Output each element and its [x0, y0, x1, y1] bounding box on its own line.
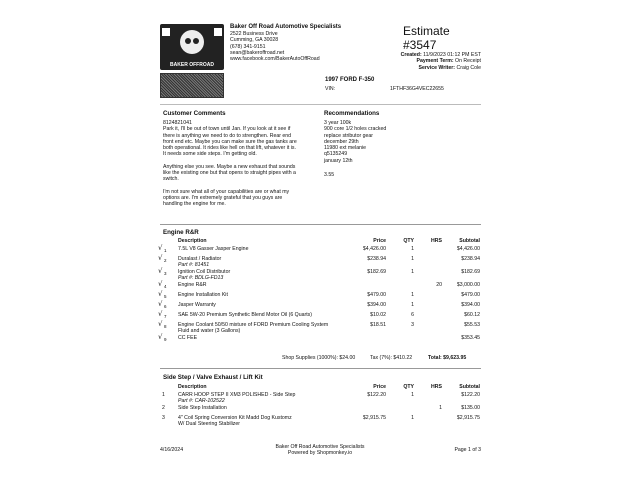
item-number: 7 — [164, 314, 167, 319]
shop-name: Baker Off Road Automotive Specialists — [230, 24, 342, 30]
shop-social: www.facebook.com/BakerAutoOffRoad — [230, 56, 320, 63]
col-subtotal: Subtotal — [459, 384, 480, 390]
engine-total: Total: $9,623.95 — [428, 355, 467, 361]
line-item-row — [160, 282, 480, 290]
skull-icon — [180, 30, 204, 54]
recommendation-extra: 3.55 — [324, 172, 335, 179]
item-number: 3 — [162, 415, 165, 421]
sidestep-section-heading: Side Step / Valve Exhaust / Lift Kit — [163, 374, 263, 381]
comment-line: switch. — [163, 176, 179, 183]
item-number: 8 — [164, 324, 167, 329]
item-subtotal: $394.00 — [461, 302, 480, 308]
created-value: 11/9/2023 01:12 PM EST — [423, 52, 481, 58]
item-description: SAE 5W-20 Premium Synthetic Blend Motor Oil (6 Quarts) — [178, 312, 312, 318]
handwritten-check-mark: √ — [158, 267, 163, 275]
payment-term-label: Payment Term: — [416, 58, 454, 65]
vehicle-photo — [160, 73, 224, 98]
customer-comments-heading: Customer Comments — [163, 110, 226, 117]
comment-line: Anything else you see. Maybe a new exhaust that sounds — [163, 163, 296, 170]
recommendation-line: 3 year 100k — [324, 120, 352, 126]
item-subtotal: $2,915.75 — [456, 415, 480, 421]
item-subtotal: $55.53 — [464, 322, 480, 328]
customer-id: 8124821041 — [163, 120, 192, 126]
item-subtotal: $3,000.00 — [456, 282, 480, 288]
divider — [160, 224, 481, 225]
footer-page: Page 1 of 3 — [454, 447, 481, 453]
item-subtotal: $182.69 — [461, 269, 480, 275]
comment-line: options are. I'm extremely grateful that you guys are — [163, 194, 283, 201]
estimate-header — [380, 24, 481, 71]
recommendation-line: december 29th — [324, 138, 359, 145]
item-description: CC FEE — [178, 335, 198, 341]
recommendation-line: january 12th — [324, 157, 353, 164]
footer-powered-by: Powered by Shopmonkey.io — [287, 450, 353, 457]
payment-term-value: On Receipt — [455, 58, 481, 65]
item-number: 4 — [164, 284, 167, 289]
shop-address-2: Cumming, GA 30028 — [230, 37, 279, 44]
line-item-row — [160, 302, 480, 310]
item-description: 7.5L V8 Gasser Jasper Engine — [178, 246, 249, 252]
line-item-row — [160, 322, 480, 333]
item-qty: 6 — [411, 312, 414, 318]
item-price: $122.20 — [367, 392, 386, 398]
handwritten-check-mark: √ — [158, 320, 163, 328]
item-description: 4" Coil Spring Conversion Kit Madd Dog Kustomz — [178, 415, 292, 421]
comment-line: like the existing one but that opens to straight pipes with a — [163, 170, 296, 177]
item-subtotal: $353.45 — [461, 335, 480, 341]
line-item-row — [160, 415, 480, 426]
line-item-row — [160, 269, 480, 280]
col-price: Price — [373, 238, 386, 244]
item-number: 9 — [164, 337, 167, 342]
item-qty: 1 — [411, 392, 414, 398]
item-description: Engine Installation Kit — [178, 292, 228, 298]
comment-line: I'm not sure what all of your capabilities are or what my — [163, 188, 290, 195]
item-number: 5 — [164, 294, 167, 299]
vin-value: 1FTHF36G4VEC22655 — [390, 86, 444, 92]
estimate-title: Estimate #3547 — [403, 24, 450, 52]
recommendation-line: 900 core 1/2 holes cracked — [324, 126, 387, 133]
service-writer-label: Service Writer: — [418, 64, 456, 71]
checkered-flag-icon — [214, 28, 222, 36]
line-item-row — [160, 392, 480, 403]
logo-text: BAKER OFFROAD — [170, 62, 214, 68]
col-description: Description — [178, 384, 207, 390]
item-sub-description: Part #: BDLG-FD13 — [178, 275, 224, 281]
item-description: Engine Coolant 50/50 mixture of FORD Premium Cooling System — [178, 322, 329, 328]
handwritten-check-mark: √ — [158, 280, 163, 288]
handwritten-check-mark: √ — [158, 300, 163, 308]
item-subtotal: $4,426.00 — [456, 246, 480, 252]
item-qty: 1 — [411, 302, 414, 308]
shop-address-1: 2522 Business Drive — [230, 31, 278, 37]
item-number: 1 — [164, 248, 167, 253]
item-hrs: 20 — [436, 282, 442, 288]
col-subtotal: Subtotal — [459, 238, 480, 244]
col-qty: QTY — [403, 384, 414, 390]
col-price: Price — [373, 384, 386, 390]
divider — [160, 368, 481, 369]
divider — [160, 104, 481, 105]
comment-line: both operational. It rides like hell on that lift, whatever it is. — [163, 145, 296, 152]
item-sub-description: Fluid and water (3 Gallons) — [178, 328, 241, 334]
item-price: $10.02 — [370, 312, 386, 318]
shop-logo — [160, 24, 224, 70]
line-item-row — [160, 405, 480, 413]
item-number: 1 — [162, 392, 165, 398]
col-hrs: HRS — [431, 384, 442, 390]
shop-info — [230, 24, 380, 62]
comment-line: handling the engine for me. — [163, 201, 226, 208]
checkered-flag-icon — [162, 28, 170, 36]
footer-center — [250, 444, 390, 457]
comment-line: front end etc. Maybe you can make sure the gas tanks are — [163, 138, 297, 145]
item-price: $4,426.00 — [362, 246, 386, 252]
item-description: Jasper Warranty — [178, 302, 216, 308]
line-item-row — [160, 335, 480, 343]
item-description: Duralast / Radiator — [178, 256, 222, 262]
line-item-row — [160, 292, 480, 300]
col-hrs: HRS — [431, 238, 442, 244]
item-subtotal: $60.12 — [464, 312, 480, 318]
comment-line: Park it, I'll be out of town until Jan. If you look at it see if — [163, 126, 291, 133]
item-qty: 1 — [411, 292, 414, 298]
col-qty: QTY — [403, 238, 414, 244]
line-item-row — [160, 312, 480, 320]
item-description: Ignition Coil Distributor — [178, 269, 231, 275]
item-subtotal: $479.00 — [461, 292, 480, 298]
item-qty: 1 — [411, 256, 414, 262]
sidestep-column-headers — [160, 384, 480, 391]
footer-shop-name: Baker Off Road Automotive Specialists — [275, 444, 365, 450]
shop-phone: (678) 341-9151 — [230, 43, 266, 50]
col-description: Description — [178, 238, 207, 244]
item-number: 2 — [162, 405, 165, 411]
recommendations — [324, 110, 474, 178]
item-number: 2 — [164, 258, 167, 263]
item-qty: 1 — [411, 246, 414, 252]
item-price: $18.51 — [370, 322, 386, 328]
recommendation-line: replace stributor gear — [324, 132, 374, 139]
item-price: $238.94 — [367, 256, 386, 262]
item-number: 6 — [164, 304, 167, 309]
comment-line: there is anything we need to do to strengthen. Rear end — [163, 132, 292, 139]
service-writer-value: Craig Cole — [456, 64, 481, 71]
engine-column-headers — [160, 238, 480, 245]
item-sub-description: Part #: CAR-102522 — [178, 398, 225, 404]
item-sub-description: W/ Dual Steering Stabilizer — [178, 421, 240, 427]
line-item-row — [160, 256, 480, 267]
item-sub-description: Part #: 81451 — [178, 262, 210, 268]
created-label: Created: — [400, 52, 422, 58]
recommendations-heading: Recommendations — [324, 110, 380, 117]
vin-label: VIN: — [325, 86, 336, 92]
comment-line: It needs some side steps. I'm getting old. — [163, 151, 257, 158]
item-subtotal: $135.00 — [461, 405, 480, 411]
item-qty: 1 — [411, 415, 414, 421]
item-description: Side Step Installation — [178, 405, 227, 411]
handwritten-check-mark: √ — [158, 244, 163, 252]
engine-section-heading: Engine R&R — [163, 229, 199, 236]
item-hrs: 1 — [439, 405, 442, 411]
item-description: Engine R&R — [178, 282, 207, 288]
handwritten-check-mark: √ — [158, 290, 163, 298]
item-qty: 1 — [411, 269, 414, 275]
handwritten-check-mark: √ — [158, 310, 163, 318]
shop-email: sean@bakeroffroad.net — [230, 49, 285, 56]
item-price: $394.00 — [367, 302, 386, 308]
item-price: $182.69 — [367, 269, 386, 275]
recommendation-line: q5135249 — [324, 151, 348, 158]
handwritten-check-mark: √ — [158, 254, 163, 262]
recommendation-line: 11980 ext melanie — [324, 145, 367, 152]
item-qty: 3 — [411, 322, 414, 328]
item-price: $2,915.75 — [362, 415, 386, 421]
customer-comments — [163, 110, 323, 208]
footer-date: 4/16/2024 — [160, 447, 184, 453]
shop-supplies: Shop Supplies (1000%): $24.00 — [282, 355, 356, 361]
line-item-row — [160, 246, 480, 254]
handwritten-check-mark: √ — [158, 333, 163, 341]
tax: Tax (7%): $410.22 — [370, 355, 413, 361]
item-number: 3 — [164, 271, 167, 276]
item-subtotal: $122.20 — [461, 392, 480, 398]
item-price: $479.00 — [367, 292, 386, 298]
vehicle-name: 1997 FORD F-350 — [325, 77, 375, 83]
item-subtotal: $238.94 — [461, 256, 480, 262]
item-description: CARR HOOP STEP II XM3 POLISHED - Side Step — [178, 392, 296, 398]
